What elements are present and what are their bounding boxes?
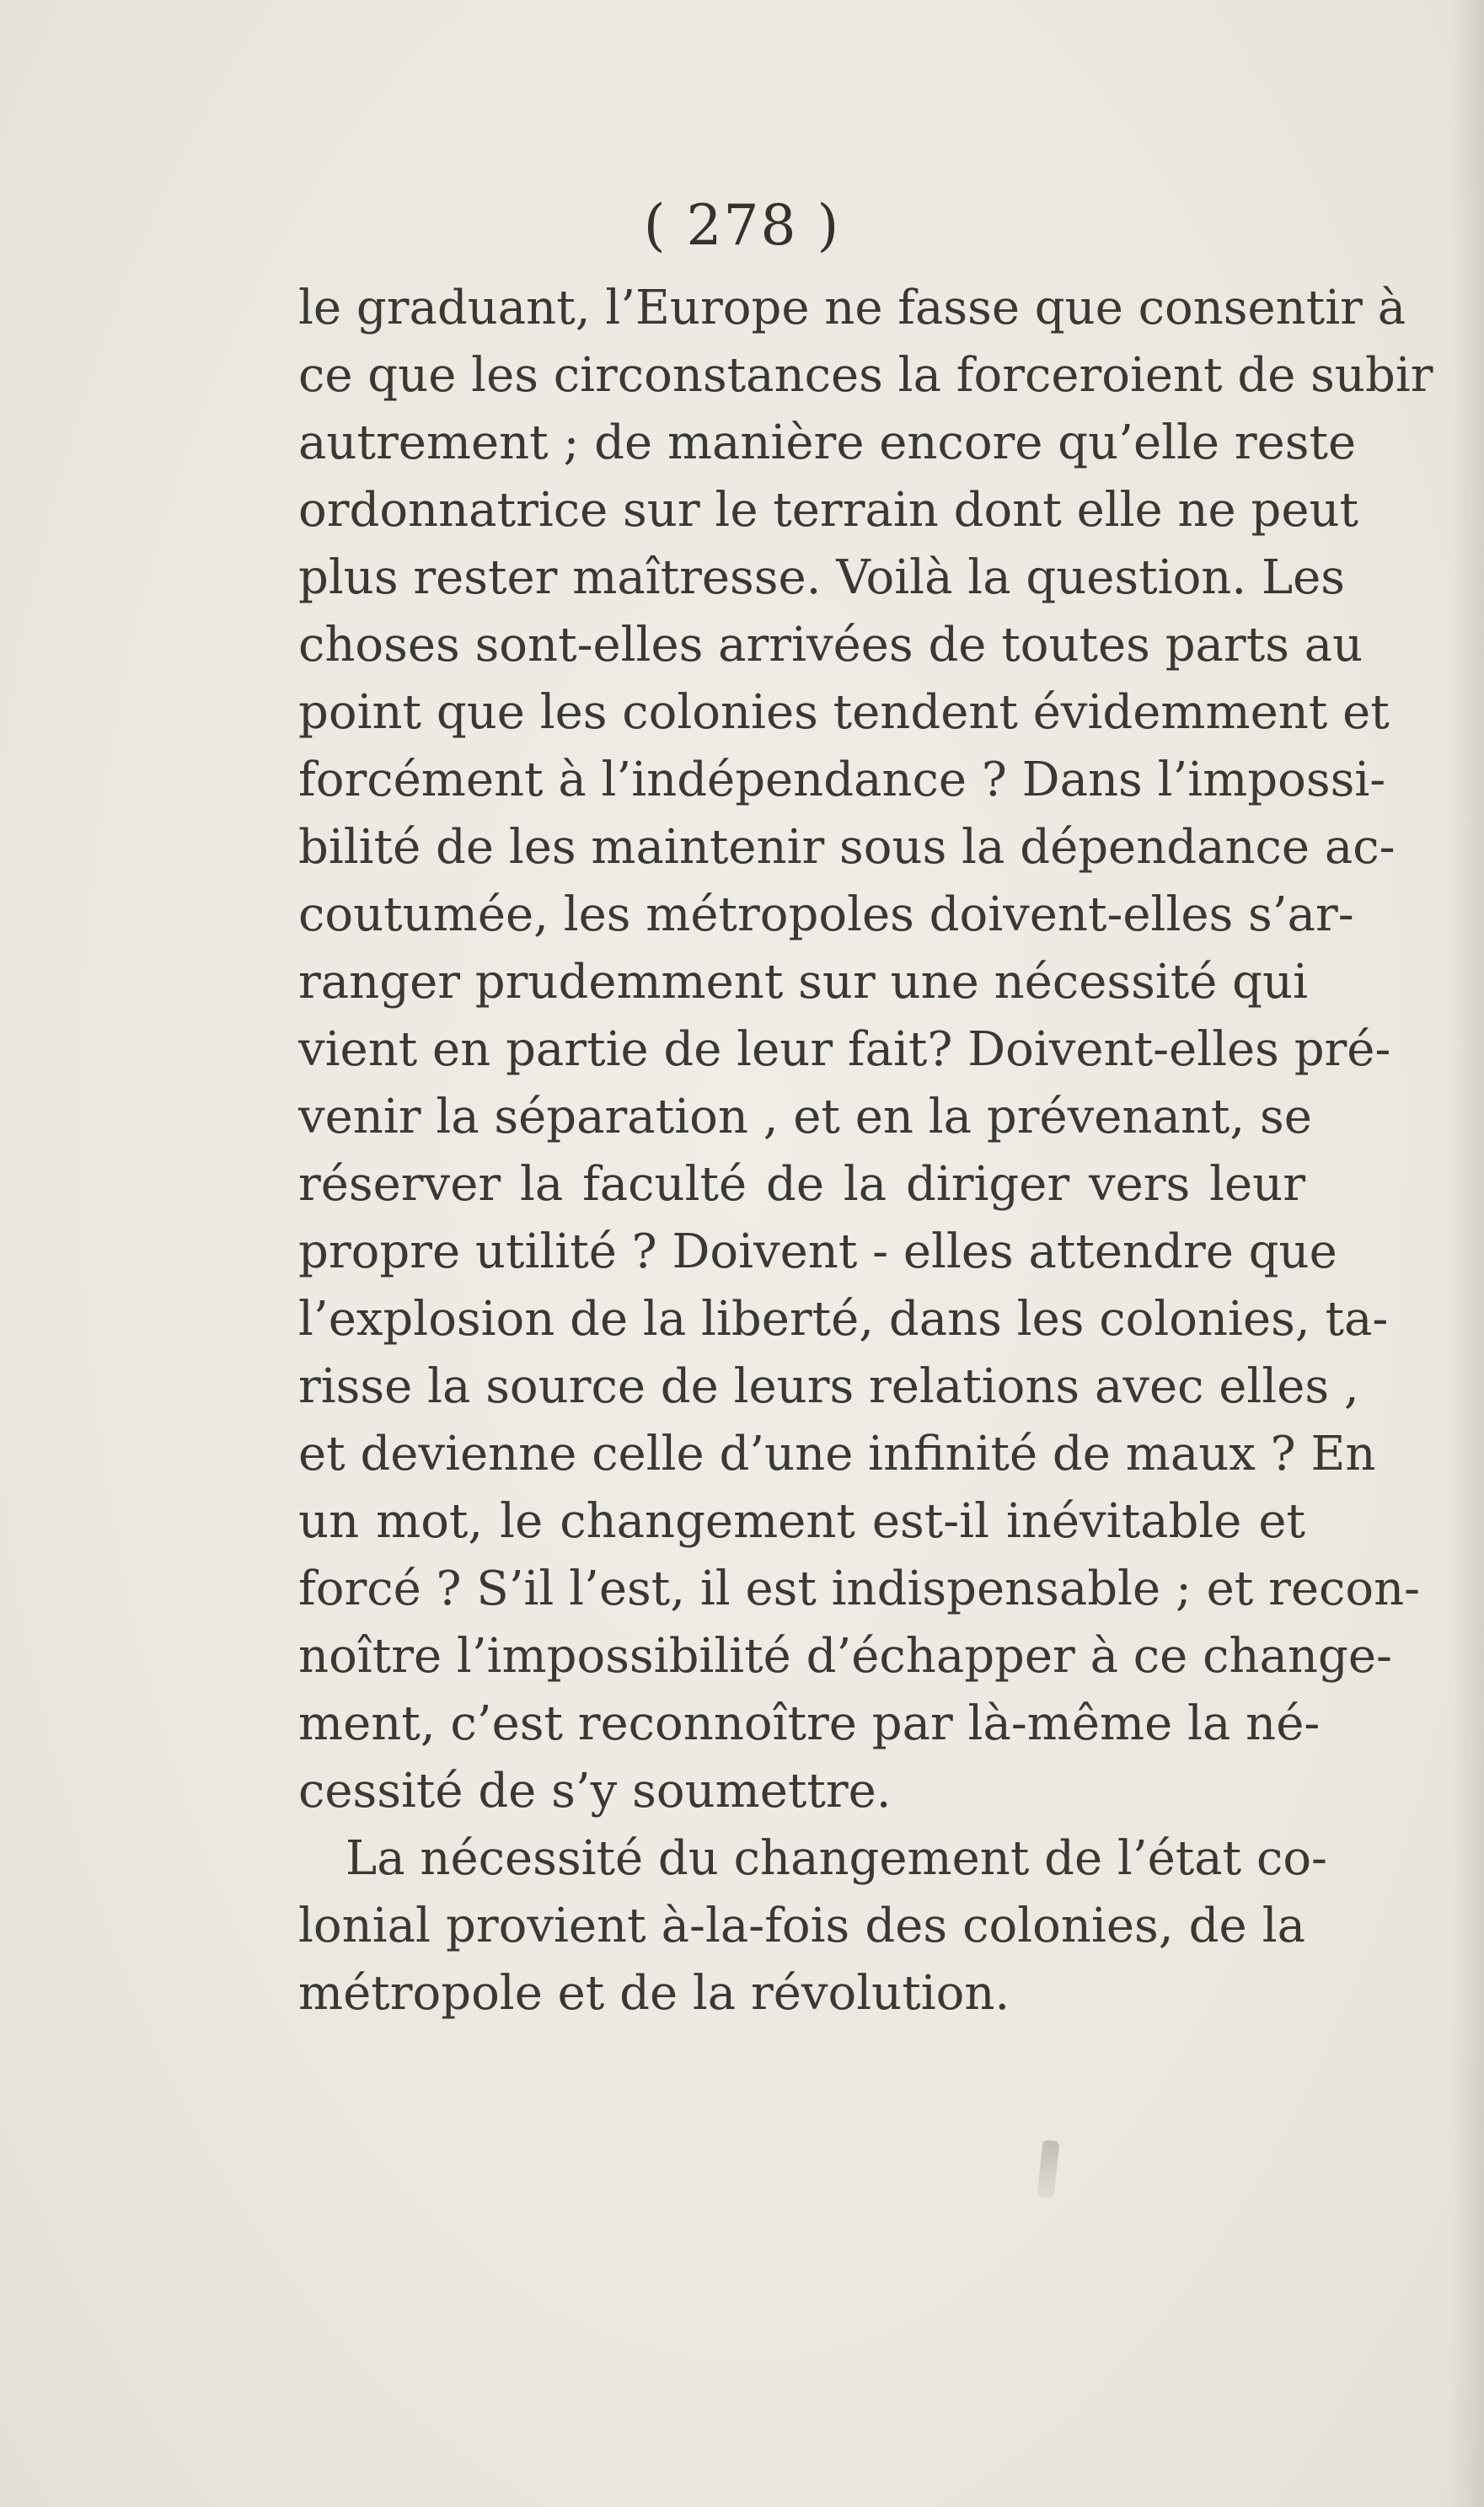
text-line: coutumée, les métropoles doivent-elles s’ar- [298,887,1354,942]
text-line: lonial provient à-la-fois des colonies, de la [298,1899,1305,1953]
text-line: plus rester maîtresse. Voilà la question. Les [298,550,1346,605]
text-line: un mot, le changement est-il inévitable et [298,1494,1305,1549]
page-number: ( 278 ) [643,193,841,258]
text-line: réserver la faculté de la diriger vers leur [298,1157,1305,1212]
text-line: le graduant, l’Europe ne fasse que consentir à [298,281,1406,335]
ink-smudge [1037,2140,1060,2199]
text-line: choses sont-elles arrivées de toutes parts au [298,618,1363,672]
text-line: risse la source de leurs relations avec elles , [298,1359,1359,1414]
text-line: ment, c’est reconnoître par là-même la né- [298,1696,1321,1751]
text-line: et devienne celle d’une infinité de maux ? En [298,1427,1376,1481]
text-line: bilité de les maintenir sous la dépendance ac- [298,820,1396,875]
page-edge-shadow [1450,0,1484,2507]
text-line: point que les colonies tendent évidemment et [298,685,1390,740]
text-line: ce que les circonstances la forceroient de subir [298,348,1433,403]
text-line: cessité de s’y soumettre. [298,1764,892,1819]
text-line: forcément à l’indépendance ? Dans l’impossi- [298,753,1386,807]
text-line: autrement ; de manière encore qu’elle reste [298,415,1357,470]
text-line: propre utilité ? Doivent - elles attendre que [298,1224,1337,1279]
text-line: vient en partie de leur fait? Doivent-elles pré- [298,1022,1391,1077]
text-line: métropole et de la révolution. [298,1966,1010,2021]
text-line: ranger prudemment sur une nécessité qui [298,955,1308,1010]
paragraph-2 [298,1825,1327,2028]
text-line: La nécessité du changement de l’état co- [346,1831,1327,1886]
text-line: l’explosion de la liberté, dans les colonies, ta- [298,1292,1389,1347]
text-line: venir la séparation , et en la prévenant, se [298,1090,1312,1144]
text-line: noître l’impossibilité d’échapper à ce change- [298,1629,1392,1684]
body-text [298,275,1433,2028]
paragraph-1 [298,275,1433,1825]
text-line: ordonnatrice sur le terrain dont elle ne peut [298,483,1359,538]
text-line: forcé ? S’il l’est, il est indispensable ; et recon- [298,1562,1421,1616]
